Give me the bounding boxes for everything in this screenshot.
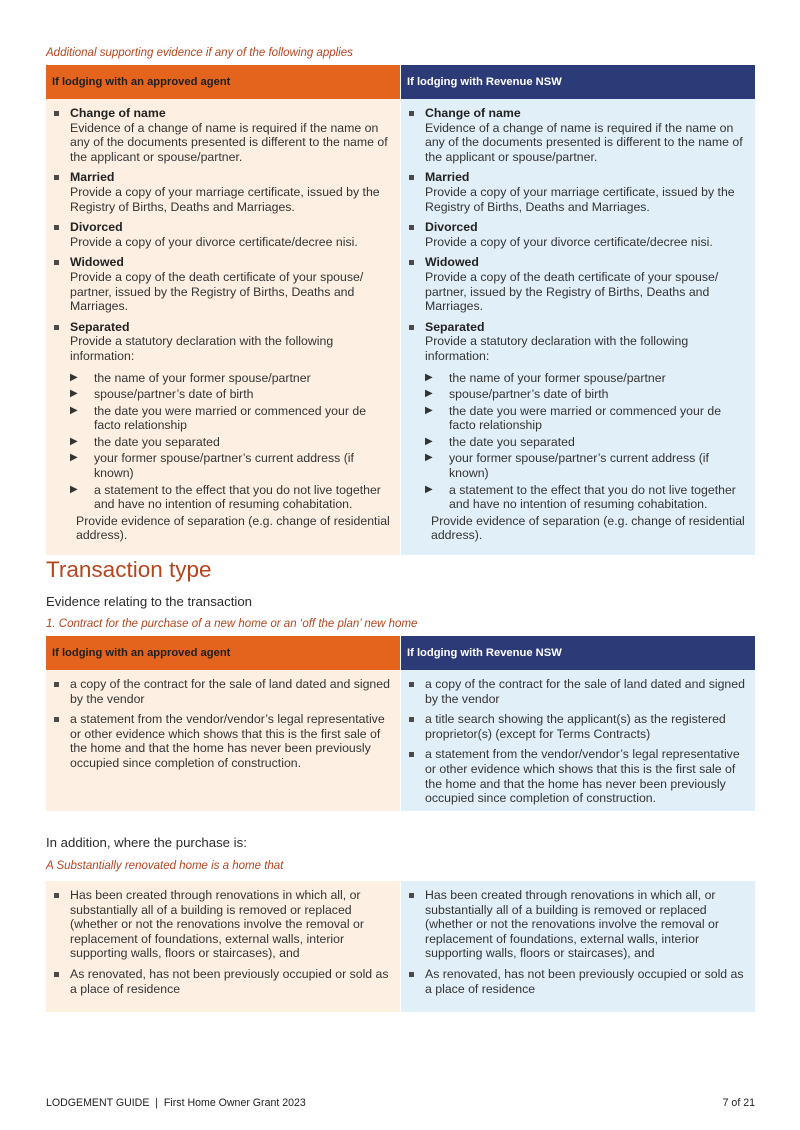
sub-item: ▶ your former spouse/partner’s current address (if known) — [58, 451, 392, 480]
sub-item: ▶ the date you separated — [58, 435, 392, 450]
sub-item: ▶ the date you were married or commenced your de facto relationship — [58, 404, 392, 433]
item-term: Widowed — [70, 255, 124, 270]
item-desc: Provide a copy of the death certificate of your spouse/ partner, issued by the Registry of Births, Deaths and Marriages. — [425, 269, 719, 314]
revenue-column — [401, 881, 755, 1012]
sub-item: ▶ the date you were married or commenced your de facto relationship — [413, 404, 747, 433]
section-subtitle: Evidence relating to the transaction — [46, 594, 252, 609]
agent-column — [46, 65, 400, 555]
sub-item: ▶ a statement to the effect that you do not live together and have no intention of resuming cohabitation. — [58, 483, 392, 512]
revenue-column — [401, 636, 755, 811]
sub-item: ▶ the date you separated — [413, 435, 747, 450]
revenue-evidence-list — [401, 99, 755, 555]
list-item — [407, 170, 747, 214]
addition-subtitle: In addition, where the purchase is: — [46, 835, 247, 850]
sub-item: ▶ a statement to the effect that you do not live together and have no intention of resuming cohabitation. — [413, 483, 747, 512]
sub-item: ▶ the name of your former spouse/partner — [413, 371, 747, 386]
item-desc: Provide a statutory declaration with the following information: — [425, 334, 689, 363]
list-item — [407, 106, 747, 164]
revenue-column — [401, 65, 755, 555]
list-item — [407, 320, 747, 543]
item-desc: Provide a statutory declaration with the following information: — [70, 334, 334, 363]
page-footer — [46, 1097, 755, 1109]
footer-title: LODGEMENT GUIDE | First Home Owner Grant 2023 — [46, 1097, 306, 1109]
page-number: 7 of 21 — [722, 1097, 755, 1109]
revenue-transaction-list — [401, 670, 755, 818]
item-desc: Provide a copy of your marriage certificate, issued by the Registry of Births, Deaths and Marriages. — [70, 184, 380, 214]
agent-column — [46, 881, 400, 1012]
item-desc: Provide a copy of your divorce certificate/decree nisi. — [70, 234, 358, 249]
agent-column — [46, 636, 400, 811]
list-item: Has been created through renovations in which all, or substantially all of a building is removed or replaced (whether or not the renovations involve the removal or replacement of foundations, external walls, interior supporting walls, floors or staircases), and — [52, 888, 392, 961]
agent-evidence-list — [46, 99, 400, 555]
item-desc: Provide a copy of the death certificate of your spouse/ partner, issued by the Registry of Births, Deaths and Marriages. — [70, 269, 364, 314]
item-desc: Provide a copy of your divorce certificate/decree nisi. — [425, 234, 713, 249]
list-item: a title search showing the applicant(s) as the registered proprietor(s) (except for Terms Contracts) — [407, 712, 747, 741]
revenue-renovated-list — [401, 881, 755, 1008]
list-item: Has been created through renovations in which all, or substantially all of a building is removed or replaced (whether or not the renovations involve the removal or replacement of foundations, external walls, interior supporting walls, floors or staircases), and — [407, 888, 747, 961]
item-desc: Provide a copy of your marriage certificate, issued by the Registry of Births, Deaths and Marriages. — [425, 184, 735, 214]
revenue-header: If lodging with Revenue NSW — [401, 636, 755, 670]
supporting-evidence-table — [46, 65, 755, 555]
item-desc: Evidence of a change of name is required if the name on any of the documents presented is different to the name of the applicant or spouse/partner. — [70, 120, 388, 164]
list-item: a statement from the vendor/vendor’s legal representative or other evidence which shows that this is the first sale of the home and that the home has never been previously occupied since completion of construction. — [52, 712, 392, 770]
agent-transaction-list — [46, 670, 400, 783]
sub-item: ▶ the name of your former spouse/partner — [58, 371, 392, 386]
item-term: Married — [70, 170, 115, 185]
item-term: Change of name — [70, 106, 166, 120]
renovated-table — [46, 881, 755, 1012]
transaction-table — [46, 636, 755, 811]
item-desc: Evidence of a change of name is required if the name on any of the documents presented is different to the name of the applicant or spouse/partner. — [425, 120, 743, 164]
list-item — [407, 255, 747, 313]
sub-item: ▶ spouse/partner’s date of birth — [413, 387, 747, 402]
list-item — [52, 320, 392, 543]
agent-header: If lodging with an approved agent — [46, 65, 400, 99]
list-item: a copy of the contract for the sale of land dated and signed by the vendor — [52, 677, 392, 706]
list-item — [52, 255, 392, 313]
item-term: Divorced — [70, 220, 123, 235]
item-term: Married — [425, 170, 470, 185]
sub-item: ▶ spouse/partner’s date of birth — [58, 387, 392, 402]
list-item: As renovated, has not been previously occupied or sold as a place of residence — [407, 967, 747, 996]
item-term: Separated — [70, 319, 130, 334]
list-item — [407, 220, 747, 249]
list-item — [52, 170, 392, 214]
list-item: As renovated, has not been previously occupied or sold as a place of residence — [52, 967, 392, 996]
separated-tail: Provide evidence of separation (e.g. change of residential address). — [431, 513, 745, 543]
separated-tail: Provide evidence of separation (e.g. change of residential address). — [76, 513, 390, 543]
section-title: Transaction type — [46, 557, 212, 582]
item-term: Widowed — [425, 255, 479, 270]
agent-header: If lodging with an approved agent — [46, 636, 400, 670]
item-term: Change of name — [425, 106, 521, 120]
renovated-caption: A Substantially renovated home is a home that — [46, 860, 284, 872]
item-term: Separated — [425, 319, 485, 334]
list-item: a statement from the vendor/vendor’s legal representative or other evidence which shows that this is the first sale of the home and that the home has never been previously occupied since completion of construction. — [407, 747, 747, 805]
contract-caption: 1. Contract for the purchase of a new home or an ‘off the plan’ new home — [46, 618, 418, 630]
supporting-evidence-caption: Additional supporting evidence if any of the following applies — [46, 47, 353, 59]
list-item: a copy of the contract for the sale of land dated and signed by the vendor — [407, 677, 747, 706]
list-item — [52, 220, 392, 249]
item-term: Divorced — [425, 220, 478, 235]
sub-item: ▶ your former spouse/partner’s current address (if known) — [413, 451, 747, 480]
revenue-header: If lodging with Revenue NSW — [401, 65, 755, 99]
list-item — [52, 106, 392, 164]
agent-renovated-list — [46, 881, 400, 1008]
